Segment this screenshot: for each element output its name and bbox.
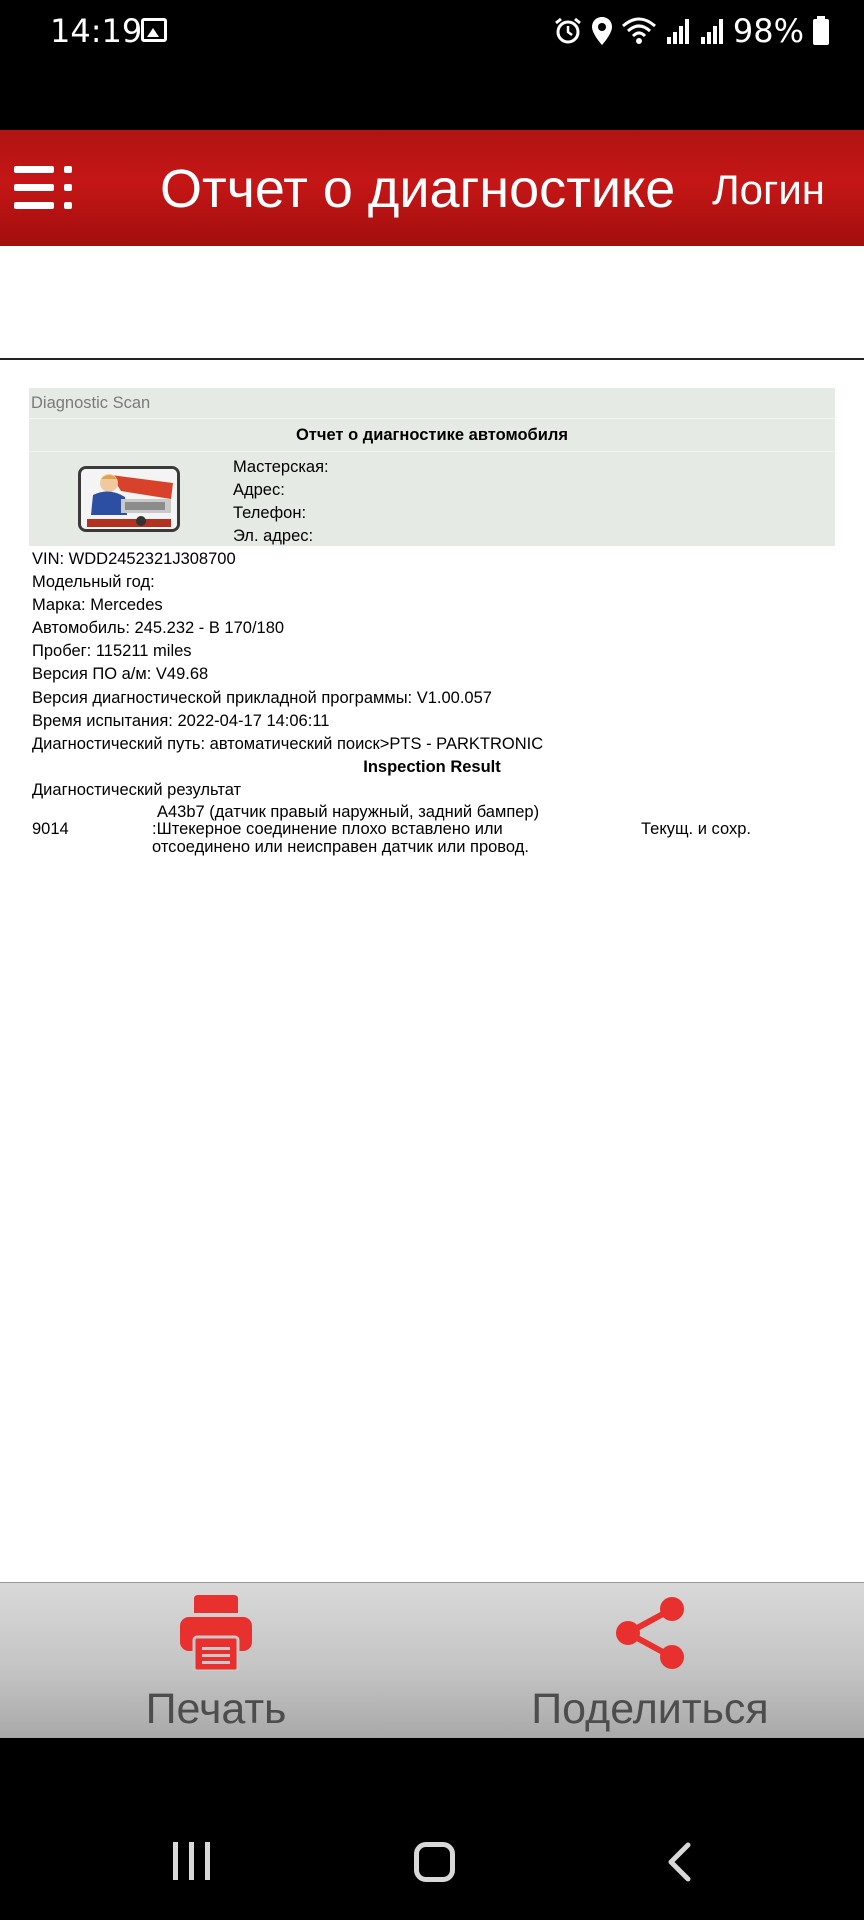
dtc-row	[29, 802, 835, 862]
phone-label: Телефон:	[233, 504, 307, 522]
battery-percent: 98%	[732, 12, 804, 50]
inspection-title: Inspection Result	[363, 757, 501, 776]
back-icon[interactable]	[664, 1842, 694, 1882]
mechanic-logo	[78, 466, 180, 532]
status-icons	[553, 12, 830, 50]
dtc-desc-line: отсоединено или неисправен датчик или провод.	[152, 837, 529, 856]
system-nav-bar	[0, 1738, 864, 1920]
share-icon	[614, 1597, 686, 1669]
signal-icon	[699, 17, 725, 45]
login-button[interactable]: Логин	[712, 166, 825, 213]
divider	[0, 358, 864, 360]
signal-icon	[665, 17, 691, 45]
app-header	[0, 130, 864, 246]
report-content[interactable]	[0, 246, 864, 1582]
report-header	[29, 388, 835, 546]
dtc-status: Текущ. и сохр.	[641, 819, 751, 838]
dtc-desc-line: A43b7 (датчик правый наружный, задний бампер)	[157, 802, 540, 821]
page-title: Отчет о диагностике	[160, 159, 676, 219]
address-label: Адрес:	[233, 481, 285, 499]
share-button[interactable]	[512, 1583, 788, 1739]
wifi-icon	[621, 16, 657, 46]
model-year-line: Модельный год:	[32, 573, 155, 592]
diagnostic-report	[29, 388, 835, 862]
print-button[interactable]	[100, 1583, 332, 1739]
email-label: Эл. адрес:	[233, 527, 314, 545]
battery-icon	[812, 16, 830, 46]
image-icon	[141, 18, 167, 42]
test-time-line: Время испытания: 2022-04-17 14:06:11	[32, 711, 330, 730]
diag-path-line: Диагностический путь: автоматический поиск>PTS - PARKTRONIC	[32, 734, 544, 753]
location-icon	[591, 16, 613, 46]
dtc-desc-line: :Штекерное соединение плохо вставлено или	[152, 820, 503, 839]
ecu-version-line: Версия ПО а/м: V49.68	[32, 665, 209, 684]
make-line: Марка: Mercedes	[32, 596, 163, 615]
print-label: Печать	[145, 1685, 287, 1733]
status-bar	[0, 0, 864, 130]
home-icon[interactable]	[414, 1842, 455, 1882]
action-bar	[0, 1582, 864, 1738]
recents-icon[interactable]	[173, 1842, 213, 1880]
menu-icon[interactable]	[14, 166, 72, 210]
mileage-line: Пробег: 115211 miles	[32, 642, 192, 661]
vin-line: VIN: WDD2452321J308700	[32, 550, 236, 568]
app-version-line: Версия диагностической прикладной программы: V1.00.057	[32, 688, 492, 707]
vehicle-info	[29, 546, 835, 756]
workshop-label: Мастерская:	[233, 458, 329, 476]
report-title: Отчет о диагностике автомобиля	[29, 419, 835, 452]
dtc-code: 9014	[32, 819, 69, 838]
shop-lines	[233, 456, 329, 548]
result-label: Диагностический результат	[32, 780, 242, 799]
dtc-description	[152, 804, 592, 857]
status-time: 14:19	[50, 12, 143, 50]
vehicle-line: Автомобиль: 245.232 - B 170/180	[32, 619, 285, 638]
alarm-icon	[553, 16, 583, 46]
report-brand: Diagnostic Scan	[29, 388, 835, 419]
shop-info	[29, 452, 835, 546]
share-label: Поделиться	[531, 1685, 769, 1733]
printer-icon	[180, 1595, 252, 1671]
